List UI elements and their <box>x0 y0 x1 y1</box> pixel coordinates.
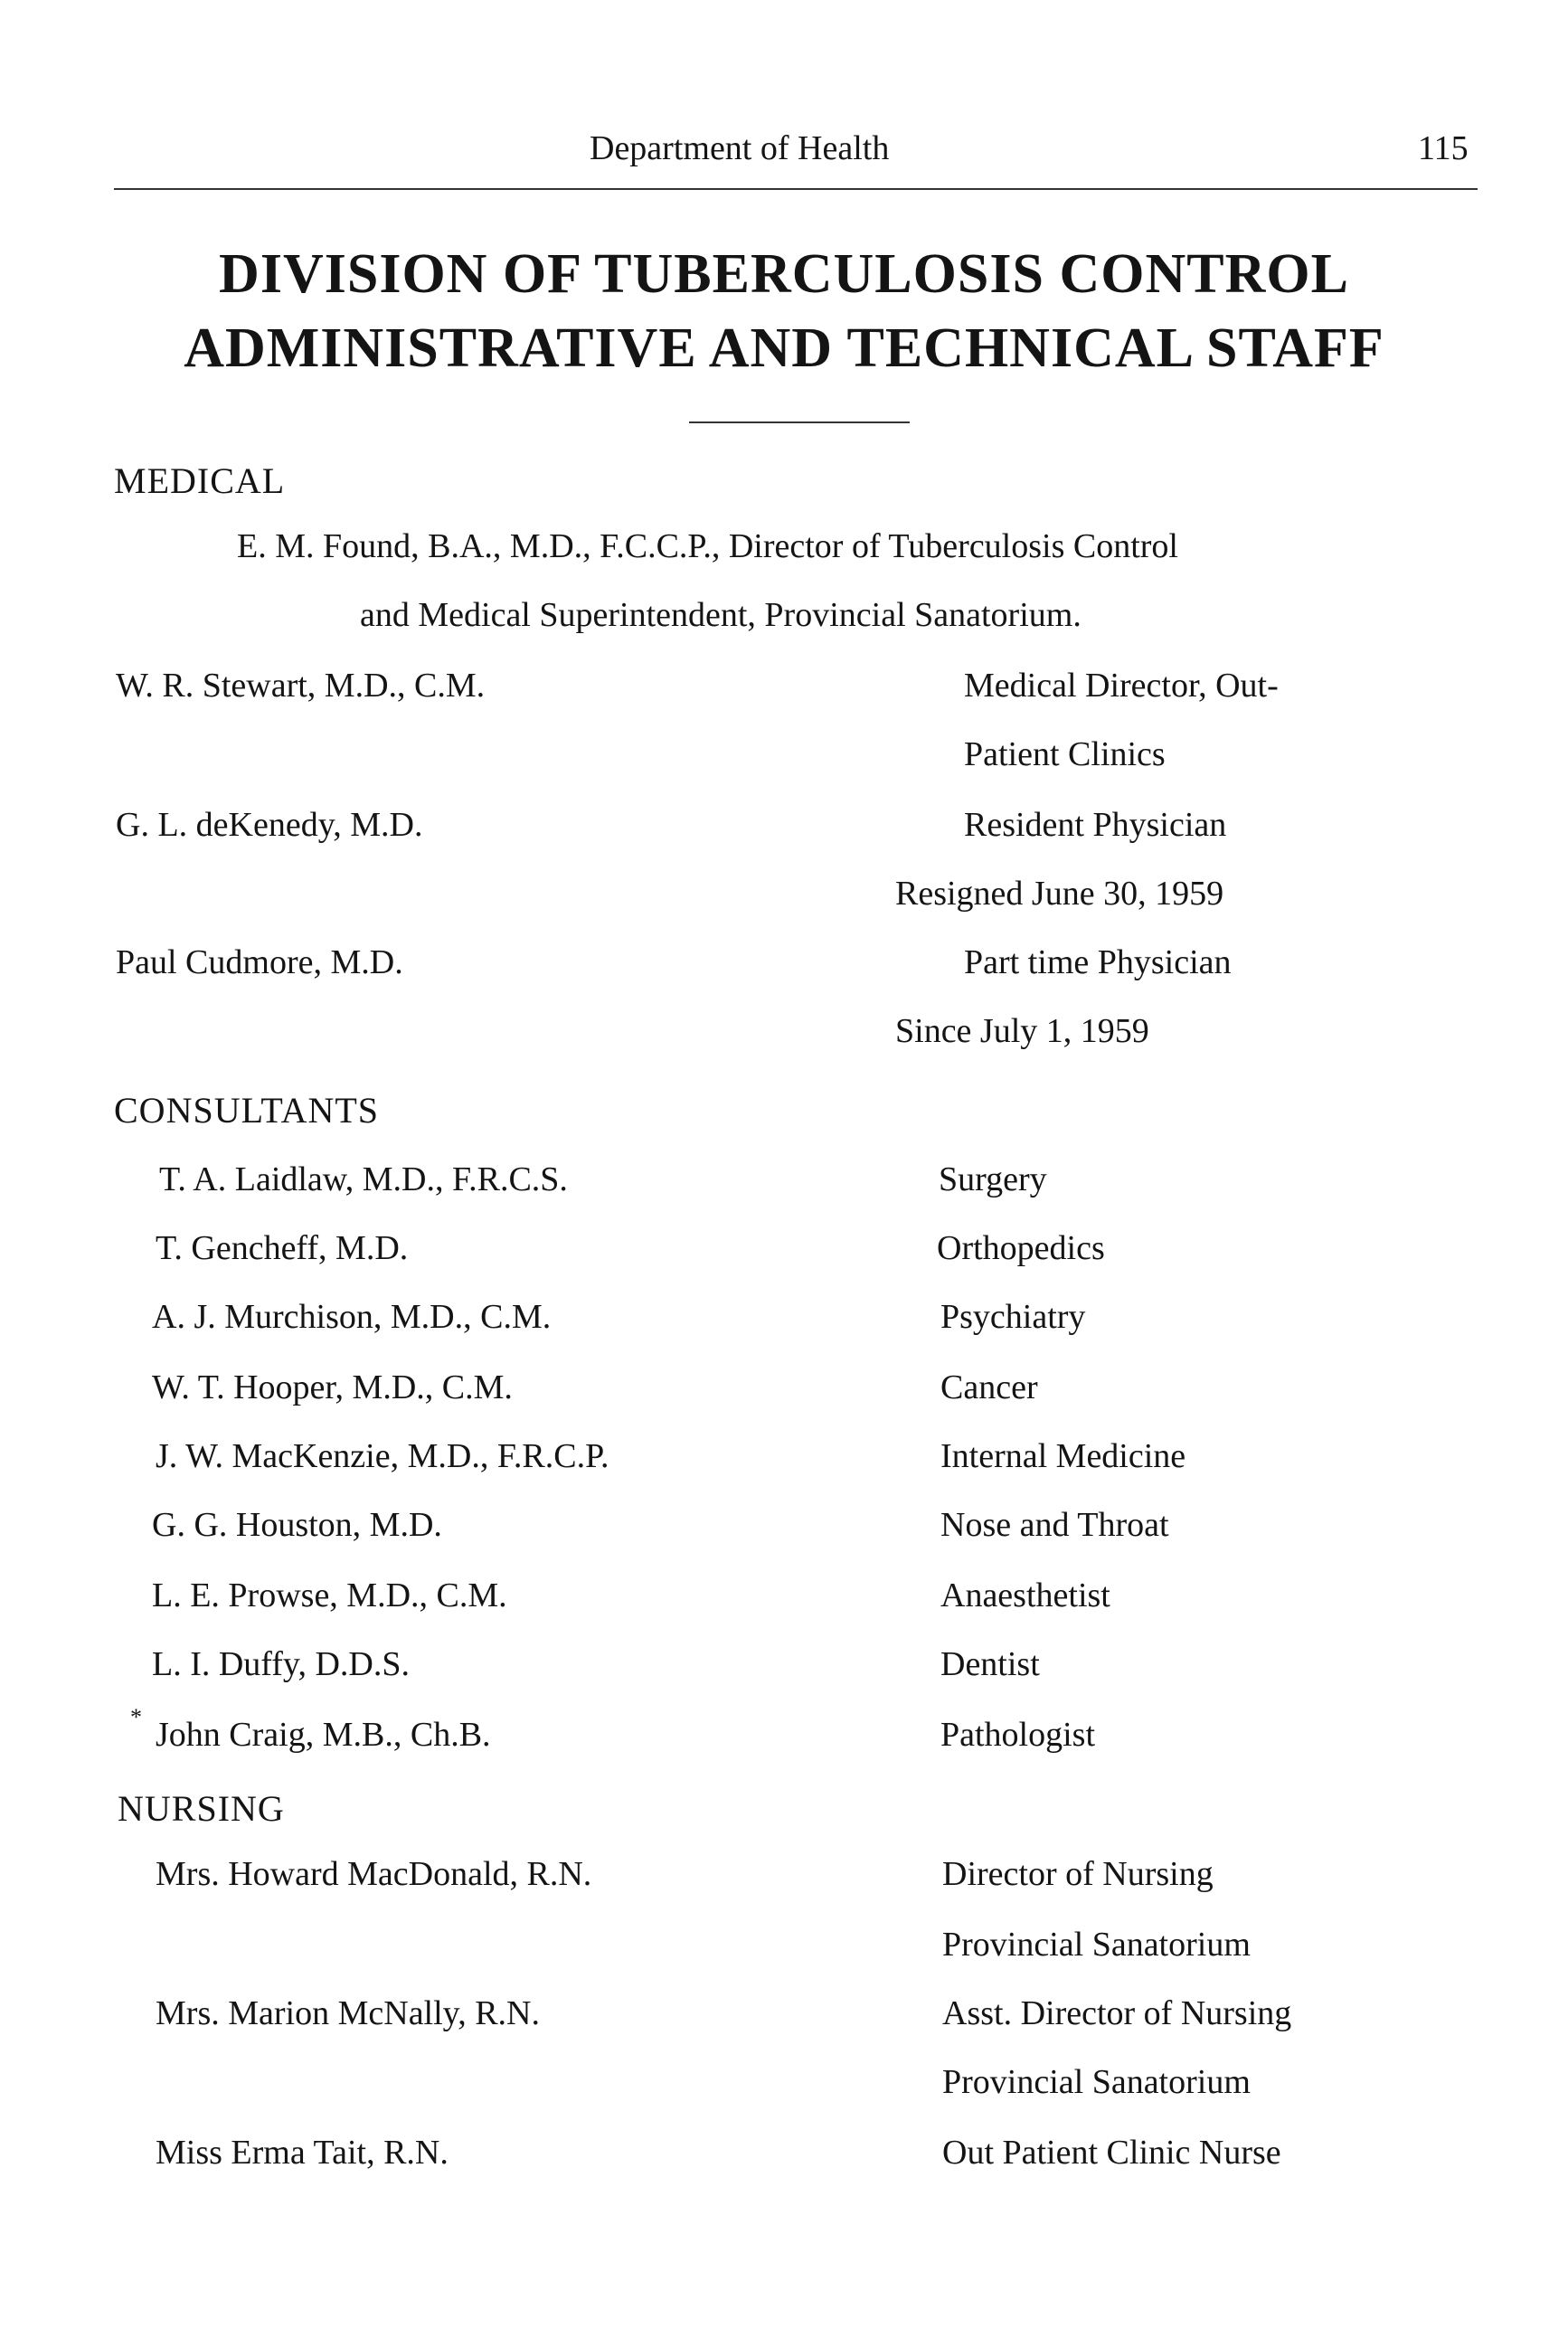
nurse-role: Director of Nursing <box>942 1855 1214 1893</box>
staff-role: Medical Director, Out- <box>964 667 1279 705</box>
consultant-name: L. E. Prowse, M.D., C.M. <box>152 1576 507 1614</box>
consultant-name: J. W. MacKenzie, M.D., F.R.C.P. <box>156 1437 609 1475</box>
page-number: 115 <box>1418 129 1469 167</box>
consultant-name: A. J. Murchison, M.D., C.M. <box>152 1298 552 1336</box>
director-line-2: and Medical Superintendent, Provincial Sanatorium. <box>360 596 1082 634</box>
title-line-1: DIVISION OF TUBERCULOSIS CONTROL <box>219 243 1349 305</box>
staff-role-continued: Patient Clinics <box>964 735 1166 773</box>
section-heading-nursing: NURSING <box>118 1788 285 1829</box>
staff-name: Paul Cudmore, M.D. <box>116 943 403 981</box>
staff-name: G. L. deKenedy, M.D. <box>116 806 423 844</box>
consultant-specialty: Psychiatry <box>940 1298 1086 1336</box>
staff-role: Resident Physician <box>964 806 1227 844</box>
consultant-name: W. T. Hooper, M.D., C.M. <box>152 1368 513 1406</box>
title-rule <box>689 421 910 423</box>
margin-mark: * <box>130 1704 142 1730</box>
staff-role: Part time Physician <box>964 943 1232 981</box>
title-line-2: ADMINISTRATIVE AND TECHNICAL STAFF <box>184 317 1384 379</box>
consultant-specialty: Dentist <box>940 1645 1040 1683</box>
consultant-name: T. Gencheff, M.D. <box>156 1229 409 1267</box>
consultant-name: T. A. Laidlaw, M.D., F.R.C.S. <box>159 1160 568 1198</box>
staff-role-continued: Resigned June 30, 1959 <box>895 875 1224 913</box>
consultant-specialty: Cancer <box>940 1368 1038 1406</box>
nurse-name: Miss Erma Tait, R.N. <box>156 2134 449 2172</box>
consultant-specialty: Internal Medicine <box>940 1437 1186 1475</box>
section-heading-medical: MEDICAL <box>114 460 286 501</box>
nurse-name: Mrs. Howard MacDonald, R.N. <box>156 1855 592 1893</box>
section-heading-consultants: CONSULTANTS <box>114 1090 380 1131</box>
header-rule <box>114 188 1478 190</box>
nurse-role: Asst. Director of Nursing <box>942 1994 1292 2032</box>
nurse-role: Out Patient Clinic Nurse <box>942 2134 1281 2172</box>
consultant-specialty: Nose and Throat <box>940 1506 1169 1544</box>
consultant-specialty: Pathologist <box>940 1716 1096 1754</box>
consultant-name: L. I. Duffy, D.D.S. <box>152 1645 410 1683</box>
staff-name: W. R. Stewart, M.D., C.M. <box>116 667 486 705</box>
director-line-1: E. M. Found, B.A., M.D., F.C.C.P., Director of Tuberculosis Control <box>237 527 1178 565</box>
consultant-specialty: Surgery <box>939 1160 1047 1198</box>
running-head: Department of Health <box>590 129 890 167</box>
consultant-specialty: Anaesthetist <box>940 1576 1110 1614</box>
nurse-role-continued: Provincial Sanatorium <box>942 1926 1251 1964</box>
staff-role-continued: Since July 1, 1959 <box>895 1012 1149 1050</box>
consultant-specialty: Orthopedics <box>937 1229 1105 1267</box>
nurse-name: Mrs. Marion McNally, R.N. <box>156 1994 540 2032</box>
consultant-name: G. G. Houston, M.D. <box>152 1506 442 1544</box>
nurse-role-continued: Provincial Sanatorium <box>942 2063 1251 2101</box>
consultant-name: John Craig, M.B., Ch.B. <box>156 1716 491 1754</box>
